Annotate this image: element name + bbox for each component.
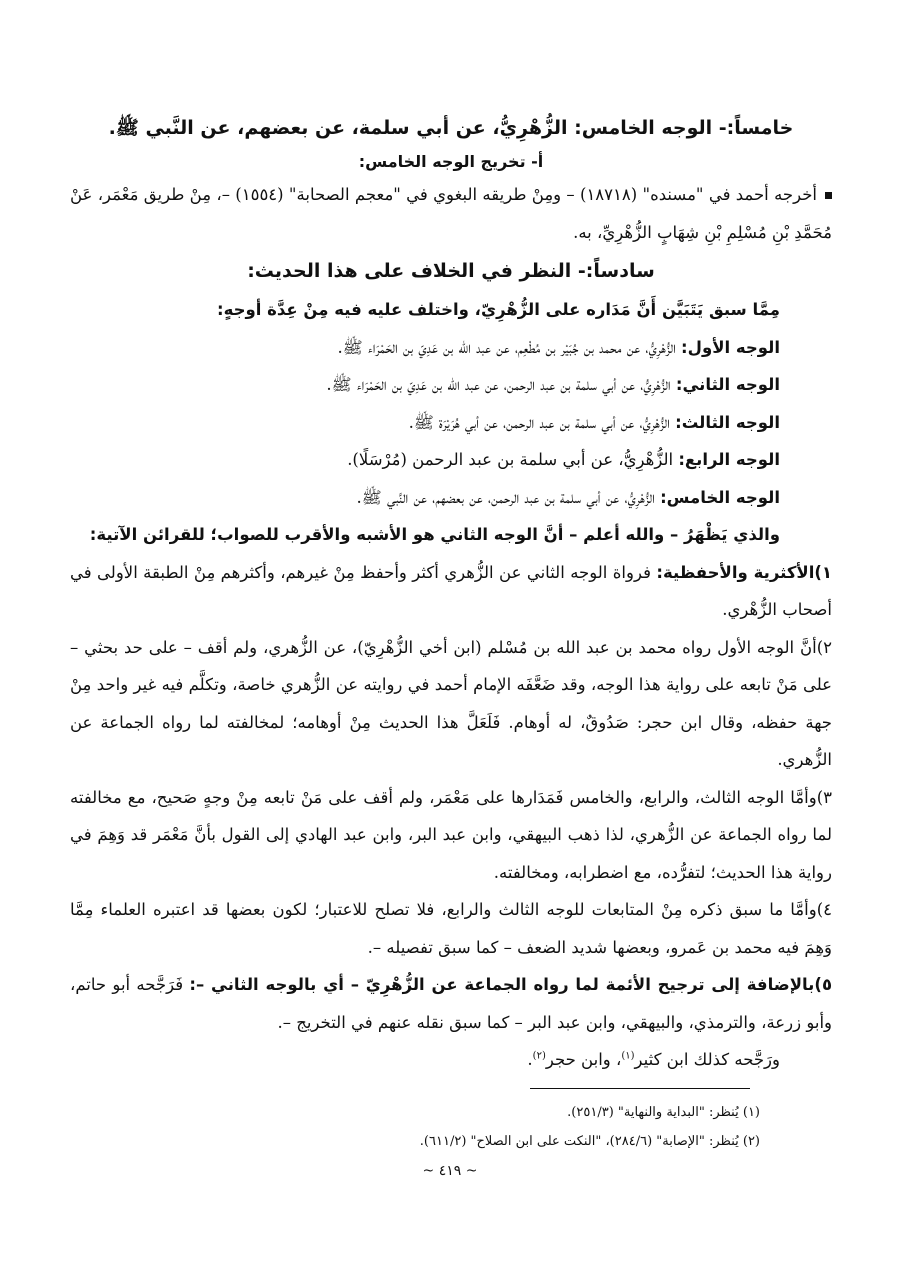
qarina-label: بالإضافة إلى ترجيح الأئمة لما رواه الجماعة عن الزُّهْرِيّ – أي بالوجه الثاني –: bbox=[189, 975, 815, 994]
qarina-text: فَرَجَّحه أبو حاتم، وأبو زرعة، والترمذي، والبيهقي، وابن عبد البر – كما سبق نقله عنهم في التخريج –. bbox=[70, 975, 832, 1032]
qarina-number: ١) bbox=[814, 562, 832, 582]
bullet-icon bbox=[825, 192, 832, 199]
subheading: أ- تخريج الوجه الخامس: bbox=[358, 152, 544, 171]
wajh-label: الوجه الثالث: bbox=[675, 412, 780, 432]
section-heading: خامساً:- الوجه الخامس: الزُّهْرِيُّ، عن أبي سلمة، عن بعضهم، عن النَّبي ﷺ. bbox=[108, 117, 794, 139]
wajh-text: الزُّهْرِيُّ، عن أبي سلمة بن عبد الرحمن (مُرْسَلًا). bbox=[347, 450, 674, 469]
wajh-label: الوجه الرابع: bbox=[678, 450, 780, 469]
qarina-number: ٥) bbox=[814, 975, 833, 994]
footnote-ref-2[interactable]: (٢) bbox=[532, 1050, 546, 1062]
qarina-item bbox=[70, 629, 832, 779]
conclusion: والذي يَظْهَرُ – والله أعلم – أنَّ الوجه الثاني هو الأشبه والأقرب للصواب؛ للقرائن الآتية: bbox=[89, 525, 780, 544]
footnote-1: (١) يُنظر: "البداية والنهاية" (٢٥١/٣). bbox=[567, 1105, 760, 1120]
qarina-label: الأكثرية والأحفظية: bbox=[656, 562, 815, 582]
qarina-text: وأمَّا الوجه الثالث، والرابع، والخامس فَمَدَارها على مَعْمَر، ولم أقف على مَنْ تابعه مِنْ وجهٍ صَحيح، مع مخالفته لما رواه الجماعة عن الزُّهري، لذا ذهب البيهقي، وابن عبد البر، وابن عبد الهادي إلى القول بأنَّ مَعْمَر قد وَهِمَ في رواية هذا الحديث؛ لتفرُّده، مع اضطرابه، ومخالفته. bbox=[70, 787, 832, 882]
wajh-text: الزُّهْرِيُّ، عن محمد بن جُبَيْر بن مُطْعِم، عن عبد الله بن عَدِيّ بن الحَمْرَاء ﷺ. bbox=[337, 337, 676, 357]
qarina-text: أنَّ الوجه الأول رواه محمد بن عبد الله بن مُسْلم (ابن أخي الزُّهْرِيّ)، عن الزُّهري، ولم أقف – على حد بحثي – على مَنْ تابعه على رواية هذا الوجه، وقد ضَعَّفَه الإمام أحمد في روايته عن الزُّهري خاصة، وتكلَّم فيه غير واحد مِنْ جهة حفظه، وقال ابن حجر: صَدُوقٌ، له أوهام. فَلَعَلَّ هذا الحديث مِنْ أوهامه؛ لمخالفته لما رواه الجماعة عن الزُّهري. bbox=[70, 637, 832, 769]
wajh-item bbox=[70, 441, 832, 479]
qarina-text: فرواة الوجه الثاني عن الزُّهري أكثر وأحفظ مِنْ غيرهم، وأكثرهم مِنْ الطبقة الأولى في أصحاب الزُّهْري. bbox=[70, 562, 832, 619]
wajh-item bbox=[70, 329, 832, 367]
wajh-text: الزُّهْرِيُّ، عن أبي سلمة بن عبد الرحمن، عن بعضهم، عن النَّبي ﷺ. bbox=[356, 487, 655, 507]
wajh-text: الزُّهْرِيُّ، عن أبي سلمة بن عبد الرحمن، عن أبي هُرَيْرَة ﷺ. bbox=[408, 412, 670, 432]
wajh-label: الوجه الأول: bbox=[681, 337, 780, 357]
qarina-item bbox=[70, 891, 832, 966]
page-number: ~ ٤١٩ ~ bbox=[422, 1163, 478, 1179]
wajh-text: الزُّهْرِيُّ، عن أبي سلمة بن عبد الرحمن، عن عبد الله بن عَدِيّ بن الحَمْرَاء ﷺ. bbox=[326, 375, 671, 394]
qarina-number: ٢) bbox=[816, 637, 832, 657]
wajh-label: الوجه الخامس: bbox=[660, 487, 780, 507]
qarina-number: ٣) bbox=[816, 787, 832, 807]
section-title: سادساً:- النظر في الخلاف على هذا الحديث: bbox=[247, 260, 655, 282]
footnote-ref-1[interactable]: (١) bbox=[621, 1050, 635, 1062]
qarina-item bbox=[70, 966, 832, 1041]
final-text-mid: ، وابن حجر bbox=[545, 1050, 622, 1069]
final-text-pre: ورَجَّحه كذلك ابن كثير bbox=[634, 1050, 780, 1069]
qarina-item bbox=[70, 779, 832, 892]
final-text-post: . bbox=[527, 1050, 533, 1069]
footnote-2: (٢) يُنظر: "الإصابة" (٢٨٤/٦)، "النكت على ابن الصلاح" (٦١١/٢). bbox=[419, 1134, 760, 1149]
qarina-text: وأمَّا ما سبق ذكره مِنْ المتابعات للوجه الثالث والرابع، فلا تصلح للاعتبار؛ لكون بعضها قد اعتبره العلماء مِمَّا وَهِمَ فيه محمد بن عَمرو، وبعضها شديد الضعف – كما سبق تفصيله –. bbox=[70, 900, 832, 957]
wajh-item bbox=[70, 479, 832, 517]
wajh-label: الوجه الثاني: bbox=[675, 375, 780, 394]
wajh-item bbox=[70, 366, 832, 404]
page-body bbox=[70, 108, 832, 1079]
qarina-number: ٤) bbox=[816, 900, 832, 919]
footnotes bbox=[70, 1098, 760, 1156]
wajh-item bbox=[70, 404, 832, 442]
footnote-divider bbox=[530, 1088, 750, 1089]
takhrij-paragraph bbox=[70, 176, 832, 251]
final-line bbox=[70, 1041, 832, 1079]
qarina-item bbox=[70, 554, 832, 629]
intro: مِمَّا سبق يَتَبَيَّن أَنَّ مَدَاره على الزُّهْرِيّ، واختلف عليه فيه مِنْ عِدَّة أوجهٍ: bbox=[216, 300, 780, 319]
takhrij-text: أخرجه أحمد في "مسنده" (١٨٧١٨) – ومِنْ طريقه البغوي في "معجم الصحابة" (١٥٥٤) –، مِنْ طريق مَعْمَر، عَنْ مُحَمَّدِ بْنِ مُسْلِمِ بْنِ شِهَابٍ الزُّهْرِيِّ، به. bbox=[70, 185, 832, 242]
